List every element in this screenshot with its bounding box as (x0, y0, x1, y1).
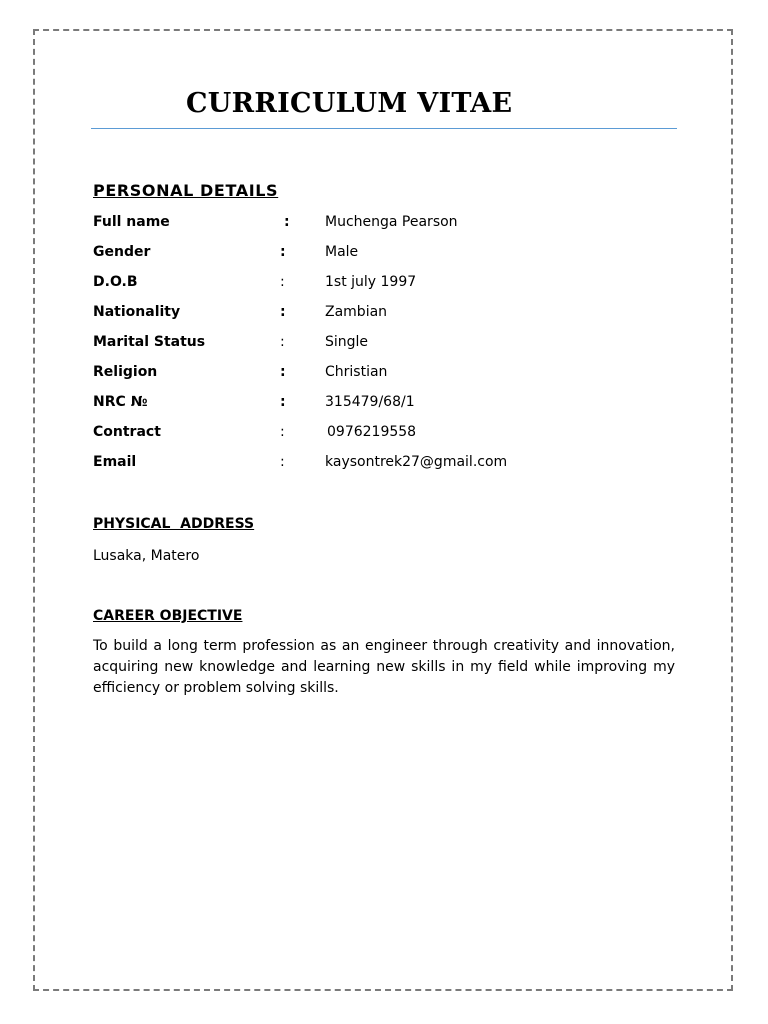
personal-details-heading: PERSONAL DETAILS (93, 181, 279, 200)
physical-address-text: Lusaka, Matero (93, 548, 200, 564)
detail-value: Christian (325, 364, 388, 380)
detail-row-nrc (93, 392, 693, 422)
detail-row-email (93, 452, 693, 482)
career-objective-heading: CAREER OBJECTIVE (93, 608, 243, 624)
personal-details-table (93, 212, 693, 482)
detail-label: Gender (93, 244, 151, 260)
detail-value: Zambian (325, 304, 388, 320)
detail-row-gender (93, 242, 693, 272)
detail-label: Nationality (93, 304, 181, 320)
detail-label: Email (93, 454, 137, 470)
detail-row-dob (93, 272, 693, 302)
detail-row-religion (93, 362, 693, 392)
detail-separator: : (280, 244, 286, 260)
detail-label: Religion (93, 364, 158, 380)
detail-separator: : (280, 424, 285, 440)
detail-value: 315479/68/1 (325, 394, 415, 410)
detail-separator: : (280, 454, 285, 470)
page-border (33, 29, 733, 991)
detail-value: 1st july 1997 (325, 274, 417, 290)
detail-label: Contract (93, 424, 161, 440)
detail-separator: : (280, 364, 286, 380)
detail-value: Muchenga Pearson (325, 214, 458, 230)
detail-separator: : (280, 304, 286, 320)
detail-value: Single (325, 334, 369, 350)
detail-row-marital-status (93, 332, 693, 362)
detail-value: Male (325, 244, 359, 260)
detail-label: Full name (93, 214, 170, 230)
detail-label: D.O.B (93, 274, 138, 290)
career-objective-text: To build a long term profession as an engineer through creativity and innovation, acquiring new knowledge and learning new skills in my field while improving my efficiency or problem solving skills. (93, 638, 675, 696)
detail-value: 0976219558 (327, 424, 417, 440)
physical-address-heading: PHYSICAL ADDRESS (93, 516, 255, 532)
detail-label: Marital Status (93, 334, 206, 350)
document-title: CURRICULUM VITAE (186, 88, 513, 119)
detail-value: kaysontrek27@gmail.com (325, 454, 508, 470)
detail-separator: : (280, 394, 286, 410)
detail-row-contract (93, 422, 693, 452)
detail-label: NRC № (93, 394, 148, 410)
title-underline-rule (91, 128, 677, 129)
detail-separator: : (280, 274, 285, 290)
detail-row-nationality (93, 302, 693, 332)
detail-separator: : (280, 334, 285, 350)
detail-separator: : (284, 214, 290, 230)
detail-row-full-name (93, 212, 693, 242)
